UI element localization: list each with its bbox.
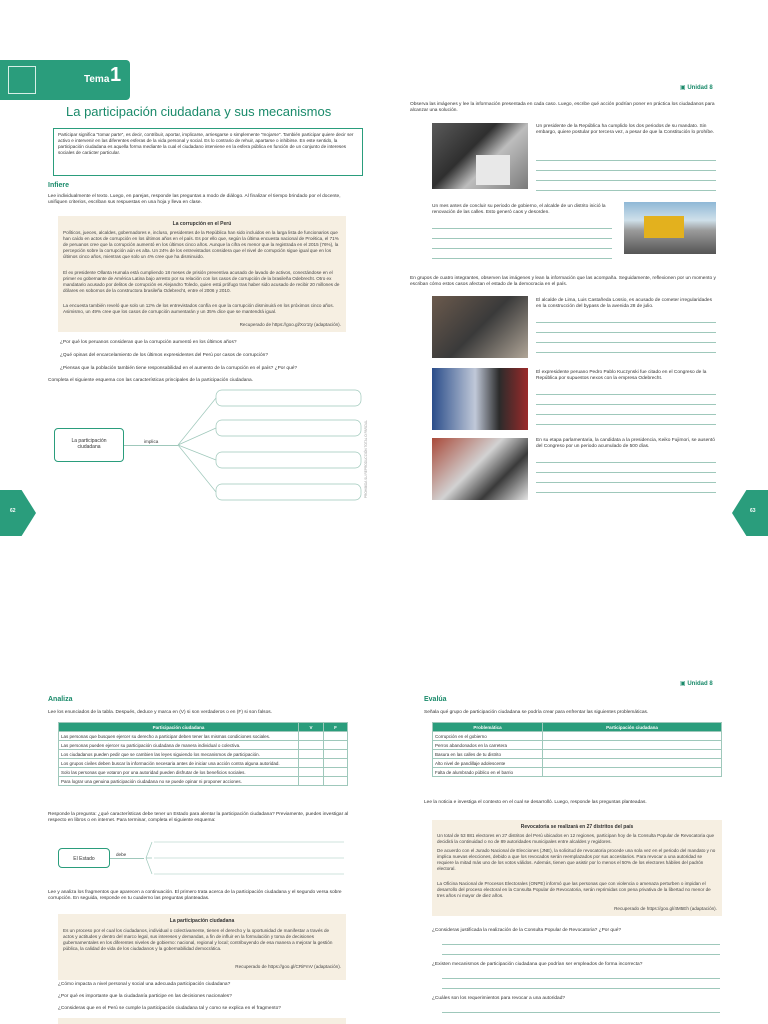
table-cell: Perros abandonados en la carretera: [433, 741, 543, 750]
reading-p3: La encuesta también reveló que solo un 12% de los entrevistados confía en que la corrupción disminuirá en los próximos cinco años. Asimismo, un 49% cree que los casos de corrupción aumentarán y un 35% dice que se mantendrá igual.: [63, 303, 334, 314]
v-cell[interactable]: [299, 741, 324, 750]
f-cell[interactable]: [323, 768, 347, 777]
v-cell[interactable]: [299, 759, 324, 768]
true-false-table: [58, 722, 348, 786]
question-3b: Un mes antes de concluir su periodo de gobierno, el alcalde de un distrito inició la renovación de las calles. Esto generó caos y desorden.: [432, 204, 606, 215]
tema-number: 1: [110, 64, 122, 86]
question-4b: El expresidente peruano Pedro Pablo Kuczynski fue citado en el Congreso de la República por supuestos nexos con la empresa Odebrecht.: [536, 370, 707, 381]
unit-text: Unidad 8: [687, 85, 713, 91]
scheme-branches: [144, 836, 350, 882]
question-c: ¿Piensas que la población también tiene responsabilidad en el aumento de la corrupción en el país? ¿Por qué?: [60, 366, 298, 371]
f-cell[interactable]: [323, 750, 347, 759]
tema-label: Tema: [84, 74, 110, 85]
table-row: [433, 750, 722, 759]
unit-icon: ▣: [680, 85, 686, 91]
v-cell[interactable]: [299, 732, 324, 741]
reading-p2: El ex presidente Ollanta Humala está cumpliendo 18 meses de prisión preventiva acusado de lavado de activos, conectándose en el primer ex gobernante de América Latina bajo arresto por su relación con los casos de corrupción de la brasileña Odebrecht. Otro ex mandatario acusado por delitos de corrupción es Alejandro Toledo, quien está prófugo tras haber sido acusado de recibir 20 millones de dólares en sobornos de la constructora brasileña Odebrecht, entre el 2006 y 2010.: [63, 270, 340, 293]
fujimori-image: [432, 438, 528, 500]
question-1: Lee individualmente el texto. Luego, en parejas, responde las preguntas a modo de diálogo. Al finalizar el tiempo brindado por el docente, unifiquen criterios, escriban sus respuestas en una hoja y lleva en clase.: [48, 194, 341, 205]
v-cell[interactable]: [299, 768, 324, 777]
table-header-v: V: [299, 723, 324, 732]
scheme-root: El Estado: [58, 848, 110, 868]
page-62: [0, 0, 384, 595]
question-9a: ¿Consideras justificada la realización de la Consulta Popular de Revocatoria? ¿Por qué?: [432, 928, 622, 933]
page-title: La participación ciudadana y sus mecanismos: [66, 104, 332, 119]
reading-text: Es un proceso por el cual los ciudadanos, individual o colectivamente, tienen el derecho y la oportunidad de manifestar a través de actos y actitudes y dentro del marco legal, sus intereses y demandas, a fin de influir en la formulación y toma de decisiones gubernamentales en los diferentes niveles de gobierno: nacional, regional y local; contribuyendo de esa manera a mejorar la gestión pública, la calidad de vida de los ciudadanos y la gobernabilidad democrática.: [63, 928, 333, 951]
question-b: ¿Qué opinas del encarcelamiento de los últimos expresidentes del Perú por casos de corrupción?: [60, 353, 268, 358]
scheme-branches: [176, 388, 366, 503]
table-row: [59, 768, 348, 777]
reading-source: Recuperado de https://goo.gl/CRiFmV (adaptación).: [235, 964, 341, 969]
reading-source: Recuperado de https://goo.gl/Xcr1ty (adaptación).: [239, 322, 341, 327]
road-works-image: [624, 202, 716, 254]
unit-text: Unidad 8: [687, 681, 713, 687]
section-heading: Analiza: [48, 696, 73, 703]
news-source: Recuperado de https://goo.gl/4M5Eh (adaptación).: [614, 906, 717, 911]
ballot-box-image: [432, 123, 528, 189]
scheme-root: La participación ciudadana: [54, 428, 124, 462]
v-cell[interactable]: [299, 750, 324, 759]
news-title: Revocatoria se realizará en 27 distritos del país: [520, 824, 634, 830]
table-header-problem: Problemática: [433, 723, 543, 732]
question-3: Observa las imágenes y lee la información presentada en cada caso. Luego, escribe qué acción podrían poner en práctica los ciudadanos para alcanzar una solución.: [410, 102, 715, 113]
table-cell: Para lograr una genuina participación ciudadana no se puede opinar ni proponer acciones.: [59, 777, 299, 786]
question-5: Lee los enunciados de la tabla. Después, deduce y marca en (V) si son verdaderos o en (F) si son falsos.: [48, 710, 272, 715]
side-note: PROHIBIDA SU REPRODUCCIÓN TOTAL O PARCIAL: [364, 420, 368, 499]
unit-label: [680, 84, 713, 91]
page-63: [384, 0, 768, 595]
table-row: [433, 732, 722, 741]
question-7a: ¿Cómo impacta a nivel personal y social una adecuada participación ciudadana?: [58, 982, 231, 987]
problems-table: [432, 722, 722, 777]
f-cell[interactable]: [323, 732, 347, 741]
answer-cell[interactable]: [543, 759, 722, 768]
scheme-link: implica: [144, 439, 159, 444]
table-row: [59, 750, 348, 759]
table-header-statement: Participación ciudadana: [59, 723, 299, 732]
unit-icon: ▣: [680, 681, 686, 687]
kuczynski-image: [432, 368, 528, 430]
question-3a: Un presidente de la República ha cumplido los dos periodos de su mandato. Sin embargo, quiere postular por tercera vez, a pesar de que la Constitución lo prohíbe.: [536, 124, 715, 135]
answer-cell[interactable]: [543, 768, 722, 777]
table-header-participation: Participación ciudadana: [543, 723, 722, 732]
question-9b: ¿Existen mecanismos de participación ciudadana que podrían ser empleados de forma incorrecta?: [432, 962, 643, 967]
answer-cell[interactable]: [543, 732, 722, 741]
page-64: [0, 650, 384, 1024]
table-cell: Corrupción en el gobierno: [433, 732, 543, 741]
unit-label: [680, 680, 713, 687]
question-2: Completa el siguiente esquema con las características principales de la participación ciudadana.: [48, 378, 254, 383]
table-cell: Alto nivel de pandillaje adolescente: [433, 759, 543, 768]
page-number: 63: [750, 508, 756, 514]
question-a: ¿Por qué los peruanos consideran que la corrupción aumentó en los últimos años?: [60, 340, 237, 345]
question-4a: El alcalde de Lima, Luis Castañeda Lossio, es acusado de cometer irregularidades en la construcción del bypass de la avenida 28 de julio.: [536, 298, 712, 309]
table-cell: Las personas pueden ejercer su participación ciudadana de manera individual o colectiva.: [59, 741, 299, 750]
news-p3: La Oficina Nacional de Procesos Electorales (ONPE) informó que las personas que con violencia o amenaza perturben o impidan el desarrollo del proceso electoral en la Consulta Popular de Revocatoria, serán reprimidas con pena privativa de la libertad no menor de tres años ni mayor de diez años.: [437, 881, 711, 898]
table-cell: Los grupos civiles deben buscar la información necesaria antes de iniciar una acción contra alguna autoridad.: [59, 759, 299, 768]
table-row: [59, 759, 348, 768]
question-6: Responde la pregunta: ¿qué características debe tener un Estado para alentar la participación ciudadana? Previamente, puedes investigar al respecto en libros o en internet. Para terminar, completa el siguiente esquema:: [48, 812, 349, 823]
table-header-f: F: [323, 723, 347, 732]
castaneda-image: [432, 296, 528, 358]
intro-box: Participar significa "tomar parte", es decir, contribuir, aportar, implicarse, arriesgarse o simplemente "mojarse". También participar quiere decir ser activo e intervenir en las diferentes esferas de la vida personal y social. Es lo contrario de rehuir, apartarse o inhibirse. En este sentido, la participación ciudadana es aquella forma mediante la cual el ciudadano interviene en la esfera pública en función de un conjunto de intereses sociales de carácter particular.: [53, 128, 363, 176]
f-cell[interactable]: [323, 759, 347, 768]
reading-title: La participación ciudadana: [169, 918, 235, 924]
table-cell: Los ciudadanos pueden pedir que se cambien las leyes siguiendo los mecanismos de participación.: [59, 750, 299, 759]
table-row: [433, 759, 722, 768]
table-cell: Falta de alumbrado público en el barrio: [433, 768, 543, 777]
table-cell: Solo las personas que votaron por una autoridad pueden disfrutar de los beneficios sociales.: [59, 768, 299, 777]
scheme-link: debe: [116, 852, 127, 857]
news-p1: Un total de 53 881 electores en 27 distritos del Perú ubicados en 12 regiones, participan hoy de la Consulta Popular de Revocatoria que decidirá la continuidad o no de 89 autoridades municipales entre alcaldes y regidores.: [437, 833, 715, 844]
table-cell: Basura en las calles de tu distrito: [433, 750, 543, 759]
v-cell[interactable]: [299, 777, 324, 786]
page-65: [384, 650, 768, 1024]
f-cell[interactable]: [323, 741, 347, 750]
question-7: Lee y analiza los fragmentos que aparecen a continuación. El primero trata acerca de la participación ciudadana y el segundo versa sobre corrupción. En seguida, responde en tu cuaderno las preguntas planteadas.: [48, 890, 342, 901]
f-cell[interactable]: [323, 777, 347, 786]
page-tab: [0, 490, 36, 536]
question-4: En grupos de cuatro integrantes, observen las imágenes y lean la información que las acompaña. Seguidamente, reflexionen por un momento y escriban cómo estos casos afectan el estado de la democracia en el país.: [410, 276, 716, 287]
reading-box-2: [58, 1018, 346, 1024]
answer-cell[interactable]: [543, 741, 722, 750]
question-9: Lee la noticia e investiga el contexto en el cual se desarrolló. Luego, responde las preguntas planteadas.: [424, 800, 647, 805]
table-row: [433, 741, 722, 750]
section-heading: Infiere: [48, 182, 70, 189]
question-7c: ¿Consideras que en el Perú se cumple la participación ciudadana tal y como se explica en el fragmento?: [58, 1006, 281, 1011]
question-8: Señala qué grupo de participación ciudadana se podría crear para enfrentar las siguientes problemáticas.: [424, 710, 649, 715]
table-row: [59, 777, 348, 786]
question-9c: ¿Cuáles son los requerimientos para revocar a una autoridad?: [432, 996, 566, 1001]
table-row: [59, 741, 348, 750]
table-row: [59, 732, 348, 741]
question-4c: En su etapa parlamentaria, la candidata a la presidencia, Keiko Fujimori, se ausentó del Congreso por un periodo acumulado de 500 días.: [536, 438, 715, 449]
table-cell: Las personas que busquen ejercer su derecho a participar deben tener las mismas condiciones sociales.: [59, 732, 299, 741]
reading-p1: Políticos, jueces, alcaldes, gobernadores e, incluso, presidentes de la República han sido incluidos en la larga lista de funcionarios que han caído en actos de corrupción en los últimos años en el país. Es por ello que, según la última encuesta nacional de Proética, el 71% de peruanos cree que la corrupción aumentó en los últimos cinco años. Aunque la cifra es menor que la registrada en el 2015 (76%), la percepción sobre la corrupción aún es alta. Un 24% de los entrevistados considera que el nivel de corrupción sigue igual que en los últimos cinco años, mientras que solo un 4% cree que ha disminuido.: [63, 230, 339, 259]
question-7b: ¿Por qué es importante que la ciudadanía participe en las decisiones nacionales?: [58, 994, 232, 999]
table-row: [433, 768, 722, 777]
answer-cell[interactable]: [543, 750, 722, 759]
news-p2: De acuerdo con el Jurado Nacional de Elecciones (JNE), la solicitud de revocatoria procede una sola vez en el periodo del mandato y no implica nuevas elecciones, debido a que los revocados serán reemplazados por sus accesitarios. Para revocar a una autoridad se requiere la mitad más uno de los votos válidos. Además, tienen que asistir por lo menos el 50% de los electores hábiles del padrón electoral.: [437, 848, 716, 871]
reading-title: La corrupción en el Perú: [172, 221, 232, 227]
section-heading: Evalúa: [424, 696, 447, 703]
tema-pattern-icon: [8, 66, 36, 94]
page-number: 62: [10, 508, 16, 514]
